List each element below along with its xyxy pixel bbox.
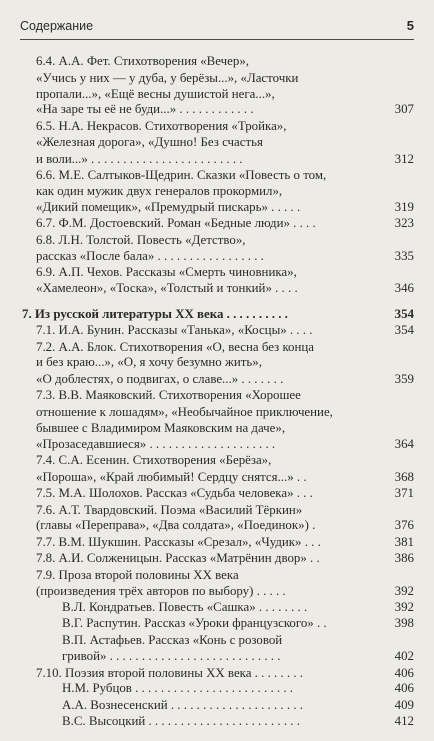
toc-entry-text: 6.6. М.Е. Салтыков-Щедрин. Сказки «Повесть о том, — [36, 168, 327, 182]
toc-entry-text: (главы «Переправа», «Два солдата», «Поединок») . — [36, 518, 316, 532]
toc-entry-text: В.С. Высоцкий . . . . . . . . . . . . . . . . . . . . . . . . — [62, 714, 300, 728]
toc-entry-page: 386 — [394, 551, 414, 565]
toc-entry-page: 354 — [394, 307, 414, 321]
toc-entry-page: 392 — [394, 600, 414, 614]
toc-entry-text: «Учись у них — у дуба, у берёзы...», «Ласточки — [36, 71, 299, 85]
toc-entry-page: 412 — [394, 714, 414, 728]
running-header — [20, 19, 414, 40]
toc-entry-text: «Пороша», «Край любимый! Сердцу снятся...» . . — [36, 470, 307, 484]
header-page-number: 5 — [406, 18, 414, 33]
toc-entry-text: отношение к лошадям», «Необычайное приключение, — [36, 405, 333, 419]
toc-entry-text: В.Л. Кондратьев. Повесть «Сашка» . . . . . . . . — [62, 600, 308, 614]
toc-entry-page: 319 — [394, 200, 414, 214]
toc-entry-text: пропали...», «Ещё весны душистой нега...», — [36, 87, 275, 101]
toc-entry-page: 346 — [394, 281, 414, 295]
toc-entry-text: и без краю...», «О, я хочу безумно жить», — [36, 355, 262, 369]
toc-entry-text: 6.9. А.П. Чехов. Рассказы «Смерть чиновника», — [36, 265, 297, 279]
toc-entry-text: и воли...» . . . . . . . . . . . . . . . . . . . . . . . . — [36, 152, 243, 166]
toc-entry-page: 359 — [394, 372, 414, 386]
toc-entry-text: 6.4. А.А. Фет. Стихотворения «Вечер», — [36, 54, 250, 68]
toc-entry-page: 409 — [394, 698, 414, 712]
toc-entry-text: 7.8. А.И. Солженицын. Рассказ «Матрёнин двор» . . — [36, 551, 320, 565]
toc-entry-text: А.А. Вознесенский . . . . . . . . . . . . . . . . . . . . . — [62, 698, 303, 712]
toc-entry-page: 354 — [394, 323, 414, 337]
toc-entry-page: 371 — [394, 486, 414, 500]
toc-entry-page: 392 — [394, 584, 414, 598]
toc-entry-text: бывшее с Владимиром Маяковским на даче», — [36, 421, 286, 435]
toc-entry-page: 307 — [394, 102, 414, 116]
toc-entry-text: «О доблестях, о подвигах, о славе...» . . . . . . . — [36, 372, 284, 386]
toc-entry-text: 7. Из русской литературы XX века . . . . . . . . . . — [22, 307, 288, 321]
toc-entry-text: 7.4. С.А. Есенин. Стихотворения «Берёза», — [36, 453, 272, 467]
toc-entry-text: «Дикий помещик», «Премудрый пискарь» . . . . . — [36, 200, 301, 214]
toc-entry-text: 7.9. Проза второй половины XX века — [36, 568, 239, 582]
toc-entry-page: 335 — [394, 249, 414, 263]
toc-entry-page: 402 — [394, 649, 414, 663]
toc-entry-text: 7.2. А.А. Блок. Стихотворения «О, весна без конца — [36, 340, 315, 354]
toc-entry-text: «На заре ты её не буди...» . . . . . . . . . . . . — [36, 102, 254, 116]
toc-entry-text: 6.5. Н.А. Некрасов. Стихотворения «Тройка», — [36, 119, 287, 133]
toc-entry-text: Н.М. Рубцов . . . . . . . . . . . . . . . . . . . . . . . . . — [62, 681, 294, 695]
toc-entry-page: 406 — [394, 681, 414, 695]
toc-entry-text: «Хамелеон», «Тоска», «Толстый и тонкий» . . . . — [36, 281, 298, 295]
toc-entry-text: 7.3. В.В. Маяковский. Стихотворения «Хорошее — [36, 388, 301, 402]
toc-entry-text: 7.1. И.А. Бунин. Рассказы «Танька», «Косцы» . . . . — [36, 323, 313, 337]
toc-entry-text: 6.8. Л.Н. Толстой. Повесть «Детство», — [36, 233, 246, 247]
toc-entry-text: 7.5. М.А. Шолохов. Рассказ «Судьба человека» . . . — [36, 486, 313, 500]
toc-entry-text: как один мужик двух генералов прокормил», — [36, 184, 283, 198]
toc-entry-page: 364 — [394, 437, 414, 451]
toc-entry-text: 6.7. Ф.М. Достоевский. Роман «Бедные люди» . . . . — [36, 216, 316, 230]
toc-entry-text: 7.10. Поэзия второй половины XX века . . . . . . . . — [36, 666, 304, 680]
toc-entry-page: 323 — [394, 216, 414, 230]
toc-entry-text: В.Г. Распутин. Рассказ «Уроки французского» . . — [62, 616, 327, 630]
toc-entry-text: «Железная дорога», «Душно! Без счастья — [36, 135, 263, 149]
toc-entry-page: 398 — [394, 616, 414, 630]
toc-entry-text: гривой» . . . . . . . . . . . . . . . . . . . . . . . . . . . — [62, 649, 281, 663]
toc-entry-page: 312 — [394, 152, 414, 166]
toc-entry-text: (произведения трёх авторов по выбору) . . . . . — [36, 584, 286, 598]
toc-entry-text: рассказ «После бала» . . . . . . . . . . . . . . . . . — [36, 249, 264, 263]
header-title: Содержание — [20, 19, 94, 33]
toc-entry-text: 7.6. А.Т. Твардовский. Поэма «Василий Тёркин» — [36, 503, 303, 517]
toc-entry-page: 376 — [394, 518, 414, 532]
toc-entry-page: 406 — [394, 666, 414, 680]
toc-entry-text: 7.7. В.М. Шукшин. Рассказы «Срезал», «Чудик» . . . — [36, 535, 321, 549]
toc-entry-text: «Прозаседавшиеся» . . . . . . . . . . . . . . . . . . . . — [36, 437, 276, 451]
toc-entry-text: В.П. Астафьев. Рассказ «Конь с розовой — [62, 633, 283, 647]
toc-entry-page: 368 — [394, 470, 414, 484]
toc-entry-page: 381 — [394, 535, 414, 549]
